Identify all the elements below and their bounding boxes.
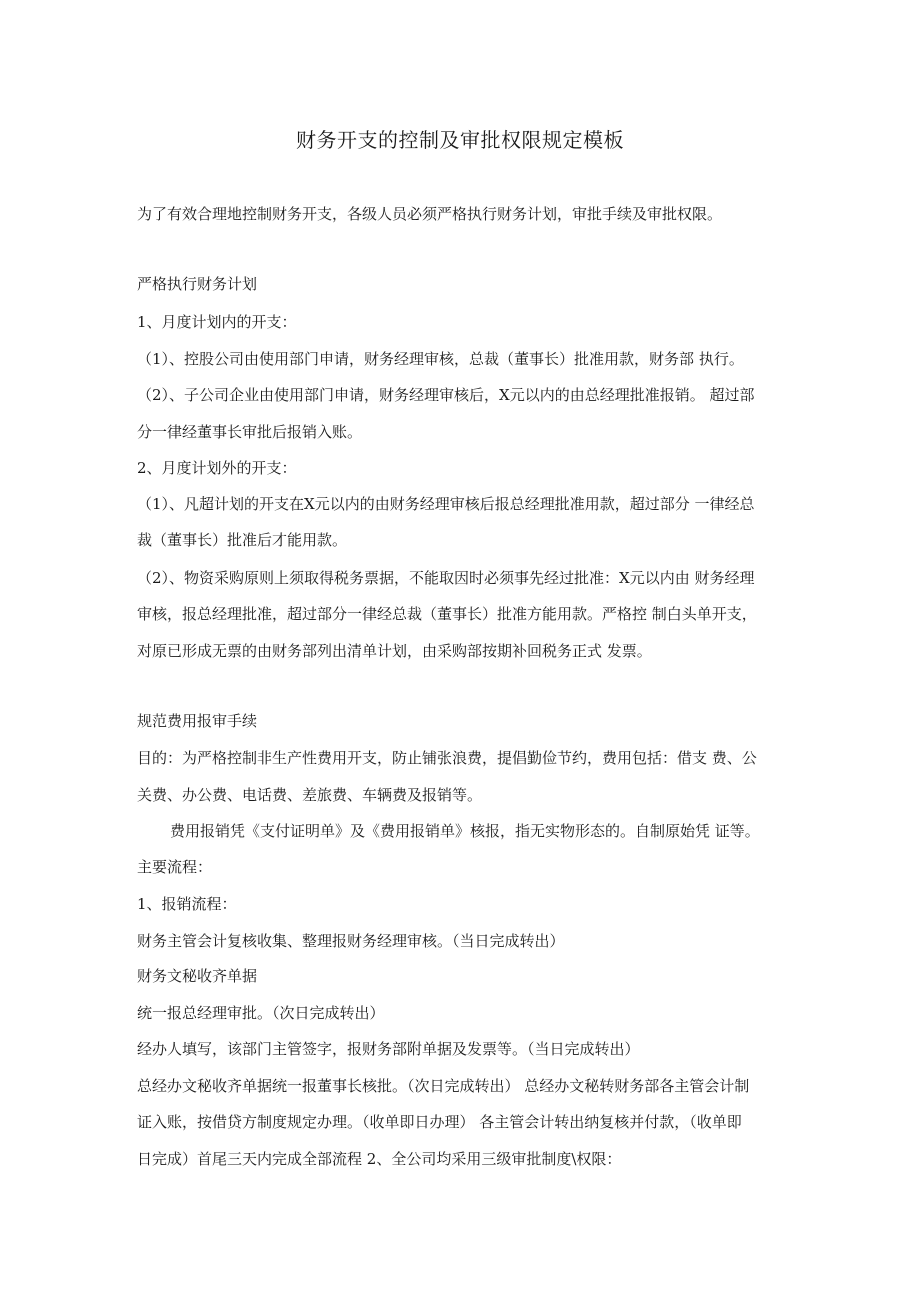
subheading-main-process: 主要流程： bbox=[137, 858, 213, 876]
text-line: （2）、物资采购原则上须取得税务票据，不能取因时必须事先经过批准：X元以内由 财务经理 bbox=[137, 569, 755, 587]
text-line: 总经办文秘收齐单据统一报董事长核批。（次日完成转出） 总经办文秘转财务部各主管会计制 bbox=[137, 1077, 750, 1095]
text-line: 分一律经董事长审批后报销入账。 bbox=[137, 423, 363, 441]
text-line: 目的：为严格控制非生产性费用开支，防止铺张浪费，提倡勤俭节约，费用包括：借支 费、公 bbox=[137, 749, 757, 767]
section-heading-plan: 严格执行财务计划 bbox=[137, 275, 258, 293]
text-line: 对原已形成无票的由财务部列出清单计划，由采购部按期补回税务正式 发票。 bbox=[137, 642, 652, 660]
text-line: （2）、子公司企业由使用部门申请，财务经理审核后，X元以内的由总经理批准报销。 超过部 bbox=[137, 386, 755, 404]
text-line: 费用报销凭《支付证明单》及《费用报销单》核报，指无实物形态的。自制原始凭 证等。 bbox=[170, 822, 760, 840]
text-line: 统一报总经理审批。（次日完成转出） bbox=[137, 1004, 385, 1022]
text-line: 裁（董事长）批准后才能用款。 bbox=[137, 531, 348, 549]
subheading-out-plan: 2、月度计划外的开支： bbox=[137, 459, 297, 477]
text-line: 审核，报总经理批准，超过部分一律经总裁（董事长）批准方能用款。严格控 制白头单开支， bbox=[137, 605, 757, 623]
text-line: （1）、控股公司由使用部门申请，财务经理审核，总裁（董事长）批准用款，财务部 执行。 bbox=[137, 350, 744, 368]
text-line: 经办人填写，该部门主管签字，报财务部附单据及发票等。（当日完成转出） bbox=[137, 1040, 640, 1058]
section-heading-expense: 规范费用报审手续 bbox=[137, 712, 258, 730]
subheading-in-plan: 1、月度计划内的开支： bbox=[137, 313, 297, 331]
text-line: 证入账，按借贷方制度规定办理。（收单即日办理） 各主管会计转出纳复核并付款，（收单即 bbox=[137, 1113, 742, 1131]
subheading-reimburse-process: 1、报销流程： bbox=[137, 895, 237, 913]
intro-paragraph: 为了有效合理地控制财务开支，各级人员必须严格执行财务计划，审批手续及审批权限。 bbox=[137, 205, 723, 223]
text-line: 财务文秘收齐单据 bbox=[137, 967, 258, 985]
text-line: （1）、凡超计划的开支在X元以内的由财务经理审核后报总经理批准用款，超过部分 一律经总 bbox=[137, 495, 755, 513]
text-line: 日完成）首尾三天内完成全部流程 2、全公司均采用三级审批制度\权限： bbox=[137, 1150, 622, 1168]
document-title: 财务开支的控制及审批权限规定模板 bbox=[296, 128, 624, 152]
text-line: 财务主管会计复核收集、整理报财务经理审核。（当日完成转出） bbox=[137, 932, 565, 950]
text-line: 关费、办公费、电话费、差旅费、车辆费及报销等。 bbox=[137, 786, 483, 804]
